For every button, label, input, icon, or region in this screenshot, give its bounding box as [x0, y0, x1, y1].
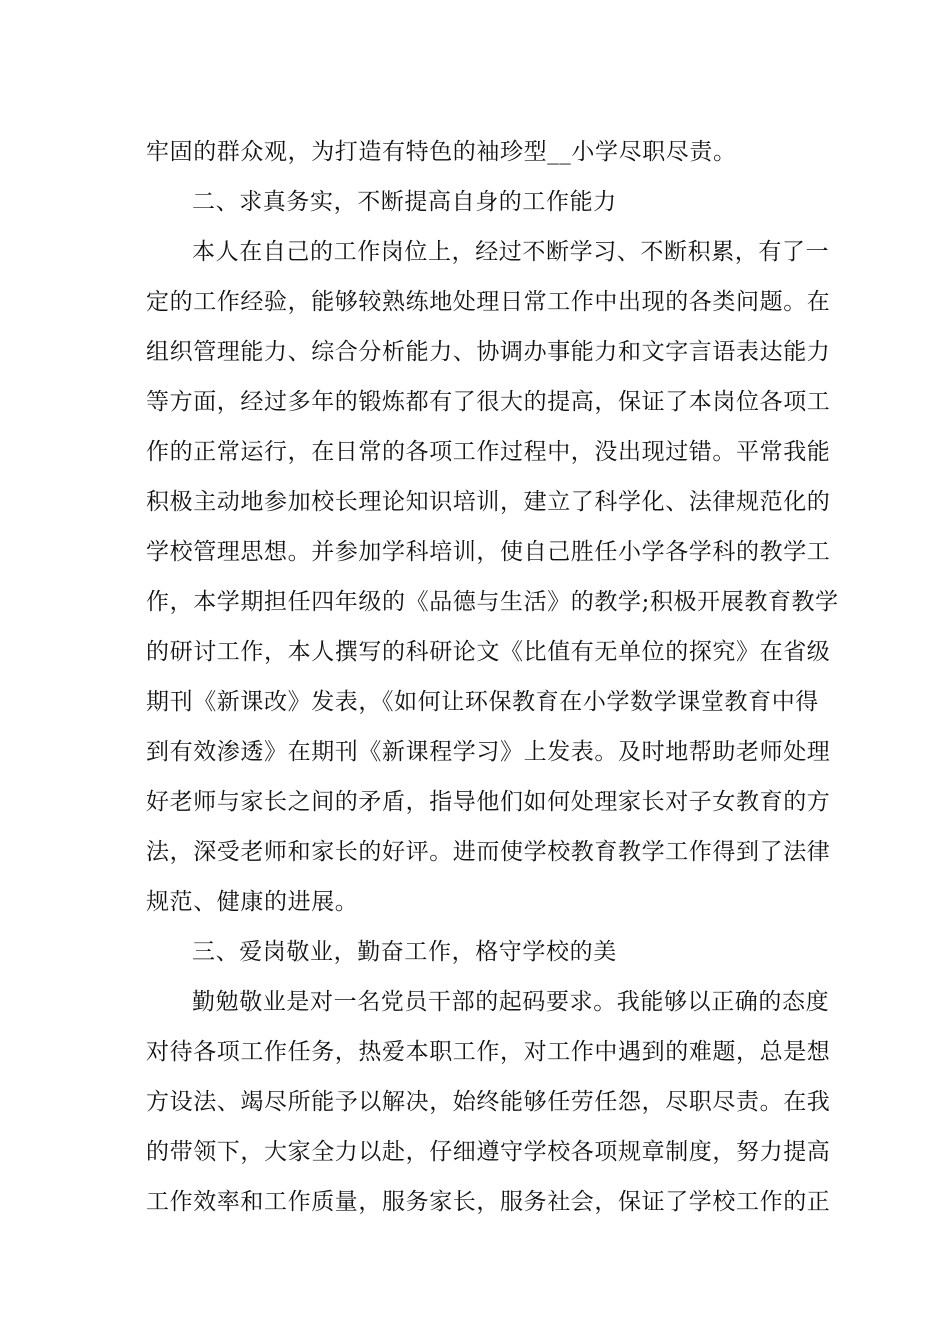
- section-heading: 二、求真务实，不断提高自身的工作能力: [192, 189, 617, 215]
- text-line: 对待各项工作任务，热爱本职工作，对工作中遇到的难题，总是想: [146, 1039, 831, 1065]
- text-line: 作，本学期担任四年级的《品德与生活》的教学;积极开展教育教学: [146, 589, 839, 615]
- text-line: 法，深受老师和家长的好评。进而使学校教育教学工作得到了法律: [146, 839, 831, 865]
- text-line: 定的工作经验，能够较熟练地处理日常工作中出现的各类问题。在: [146, 289, 831, 315]
- text-line: 方设法、竭尽所能予以解决，始终能够任劳任怨，尽职尽责。在我: [146, 1089, 831, 1115]
- section-heading: 三、爱岗敬业，勤奋工作，格守学校的美: [192, 939, 617, 965]
- text-line: 学校管理思想。并参加学科培训，使自己胜任小学各学科的教学工: [146, 539, 831, 565]
- text-line: 规范、健康的进展。: [146, 889, 359, 915]
- text-line: 的研讨工作，本人撰写的科研论文《比值有无单位的探究》在省级: [146, 639, 831, 665]
- text-line: 到有效渗透》在期刊《新课程学习》上发表。及时地帮助老师处理: [146, 739, 831, 765]
- text-line: 等方面，经过多年的锻炼都有了很大的提高，保证了本岗位各项工: [146, 389, 831, 415]
- text-line: 组织管理能力、综合分析能力、协调办事能力和文字言语表达能力: [146, 339, 831, 365]
- text-line: 勤勉敬业是对一名党员干部的起码要求。我能够以正确的态度: [192, 989, 830, 1015]
- text-line: 作的正常运行，在日常的各项工作过程中，没出现过错。平常我能: [146, 439, 831, 465]
- text-line: 好老师与家长之间的矛盾，指导他们如何处理家长对子女教育的方: [146, 789, 831, 815]
- text-line: 工作效率和工作质量，服务家长，服务社会，保证了学校工作的正: [146, 1189, 831, 1215]
- text-line: 牢固的群众观，为打造有特色的袖珍型__小学尽职尽责。: [146, 139, 737, 165]
- text-line: 本人在自己的工作岗位上，经过不断学习、不断积累，有了一: [192, 239, 830, 265]
- text-line: 积极主动地参加校长理论知识培训，建立了科学化、法律规范化的: [146, 489, 831, 515]
- text-line: 期刊《新课改》发表，《如何让环保教育在小学数学课堂教育中得: [146, 689, 819, 715]
- text-line: 的带领下，大家全力以赴，仔细遵守学校各项规章制度，努力提高: [146, 1139, 831, 1165]
